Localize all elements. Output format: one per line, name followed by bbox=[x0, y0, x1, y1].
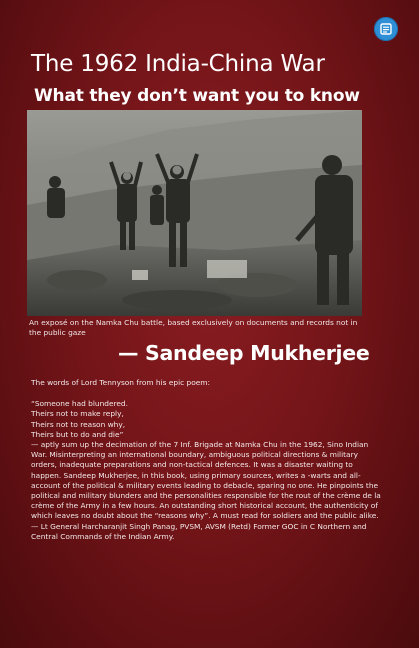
blurb-intro: The words of Lord Tennyson from his epic poem: bbox=[31, 378, 210, 387]
blurb-body: — aptly sum up the decimation of the 7 Inf. Brigade at Namka Chu in the 1962, Sino Indian War. Misinterpreting an international boundary, ambiguous political directions & military orders, inadequate preparations and non-tactical defences. It was a disaster waiting to happen. Sandeep Mukherjee, in this book, using primary sources, writes a -warts and all- account of the political & military events leading to debacle, sparing no one. He pinpoints the political and military blunders and the personalities responsible for the rout of the crème de la crème of the Army in a few hours. An outstanding short historical account, the authenticity of which leaves no doubt about the “reasons why”. A must read for soldiers and the public alike. bbox=[31, 440, 381, 521]
cover-caption: An exposé on the Namka Chu battle, based exclusively on documents and records not in the public gaze bbox=[29, 318, 358, 337]
quote-line: Theirs not to reason why, bbox=[31, 419, 126, 429]
quote-line: Theirs but to do and die” bbox=[31, 429, 124, 439]
blurb-quote bbox=[31, 399, 381, 440]
book-subtitle: What they don’t want you to know bbox=[34, 86, 360, 106]
back-blurb bbox=[31, 378, 381, 542]
author-name: — Sandeep Mukherjee bbox=[118, 341, 370, 365]
cover-photo bbox=[27, 110, 362, 316]
book-badge[interactable] bbox=[374, 17, 398, 41]
book-icon bbox=[379, 22, 393, 36]
blurb-attribution: — Lt General Harcharanjit Singh Panag, PVSM, AVSM (Retd) Former GOC in C Northern and Central Commands of the Indian Army. bbox=[31, 521, 367, 541]
book-title: The 1962 India-China War bbox=[31, 51, 325, 77]
quote-line: Theirs not to make reply, bbox=[31, 409, 124, 419]
quote-line: “Someone had blundered. bbox=[31, 399, 128, 409]
